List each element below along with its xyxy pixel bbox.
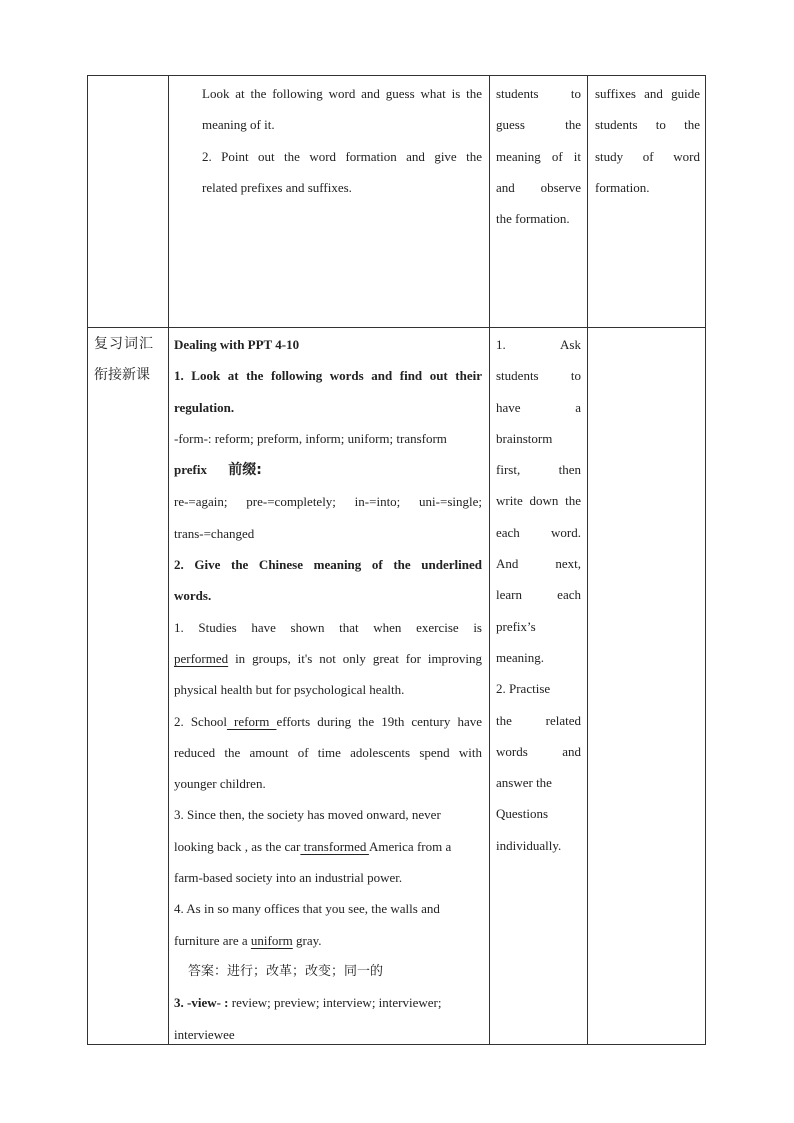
row2-student-line: brainstorm bbox=[496, 430, 553, 446]
row2-student-line: 1. Ask bbox=[496, 337, 581, 352]
sentence-4: furniture are a uniform gray. bbox=[174, 932, 322, 948]
row1-activity-line: Look at the following word and guess what is the bbox=[202, 86, 482, 101]
task2-title: 2. Give the Chinese meaning of the underlined bbox=[174, 557, 482, 573]
row1-student-line: students to bbox=[496, 86, 581, 101]
view-label: 3. -view- : bbox=[174, 995, 229, 1011]
row2-student-line: have a bbox=[496, 399, 581, 415]
prefix-cn: 前缀: bbox=[228, 462, 262, 479]
sentence-4: 4. As in so many offices that you see, the walls and bbox=[174, 901, 440, 917]
sentence-3: farm-based society into an industrial power. bbox=[174, 870, 403, 886]
underlined-word: uniform bbox=[250, 932, 293, 948]
row1-student-line: meaning of it bbox=[496, 148, 581, 164]
row1-purpose-line: students to the bbox=[595, 117, 700, 133]
view-words: 3. -view- : review; preview; interview; interviewer; bbox=[174, 995, 442, 1011]
task1-title: regulation. bbox=[174, 399, 235, 415]
row1-student-line: guess the bbox=[496, 117, 581, 133]
prefix-en: prefix bbox=[174, 462, 207, 478]
row1-student-line: and observe bbox=[496, 179, 581, 195]
column-divider bbox=[489, 76, 490, 1044]
row-divider bbox=[88, 327, 705, 328]
row2-student-line: And next, bbox=[496, 556, 581, 572]
prefix-label bbox=[174, 454, 482, 486]
row2-student-line: first, then bbox=[496, 462, 581, 478]
row2-student-activity-cell bbox=[496, 329, 581, 861]
prefix-meanings: re-=again; pre-=completely; in-=into; uni-=single; bbox=[174, 494, 482, 510]
underlined-word: performed bbox=[174, 650, 229, 666]
row2-stage-cell bbox=[94, 329, 164, 392]
row2-student-line: words and bbox=[496, 743, 581, 759]
sentence-3: 3. Since then, the society has moved onward, never bbox=[174, 807, 441, 823]
row2-student-line: prefix’s bbox=[496, 618, 536, 634]
sentence-3: looking back , as the car transformed America from a bbox=[174, 838, 452, 854]
row1-purpose-line: suffixes and guide bbox=[595, 86, 700, 101]
row1-activity-line: meaning of it. bbox=[202, 117, 275, 133]
sentence-1: performed in groups, it's not only great for improving bbox=[174, 650, 482, 666]
prefix-meanings: trans-=changed bbox=[174, 525, 255, 541]
stage-label: 复习词汇 bbox=[94, 336, 154, 352]
row1-purpose-line: formation. bbox=[595, 179, 650, 195]
row2-student-line: learn each bbox=[496, 587, 581, 603]
underlined-word: reform bbox=[226, 713, 277, 729]
view-words: interviewee bbox=[174, 1026, 235, 1042]
row2-student-line: meaning. bbox=[496, 649, 545, 665]
sentence-2: 2. School reform efforts during the 19th century have bbox=[174, 713, 482, 729]
row1-activity-line: 2. Point out the word formation and give the bbox=[202, 148, 482, 164]
row2-student-line: answer the bbox=[496, 775, 552, 791]
row1-student-activity-cell bbox=[496, 78, 581, 234]
form-words: -form-: reform; preform, inform; uniform; transform bbox=[174, 430, 447, 446]
row2-student-line: write down the bbox=[496, 493, 581, 509]
row2-student-line: each word. bbox=[496, 524, 581, 540]
sentence-2: younger children. bbox=[174, 776, 266, 792]
sentence-1: physical health but for psychological health. bbox=[174, 682, 405, 698]
row2-student-line: individually. bbox=[496, 837, 562, 853]
stage-label: 衔接新课 bbox=[94, 367, 150, 384]
answer-key: 答案：进行；改革；改变；同一的 bbox=[188, 963, 384, 979]
row1-activity-line: related prefixes and suffixes. bbox=[202, 179, 352, 195]
row1-purpose-cell bbox=[595, 78, 700, 203]
row2-activity-cell bbox=[174, 329, 482, 1050]
column-divider bbox=[168, 76, 169, 1044]
row2-student-line: 2. Practise bbox=[496, 681, 551, 697]
sentence-1: 1. Studies have shown that when exercise is bbox=[174, 619, 482, 635]
row2-student-line: students to bbox=[496, 368, 581, 384]
underlined-word: transformed bbox=[300, 838, 369, 854]
task2-title: words. bbox=[174, 588, 212, 604]
activity-heading: Dealing with PPT 4-10 bbox=[174, 337, 300, 352]
row2-student-line: the related bbox=[496, 712, 581, 728]
row1-student-line: the formation. bbox=[496, 211, 570, 227]
lesson-plan-table bbox=[87, 75, 706, 1045]
task1-title: 1. Look at the following words and find out their bbox=[174, 368, 482, 384]
row1-activity-cell bbox=[202, 78, 482, 203]
row2-student-line: Questions bbox=[496, 806, 548, 822]
row1-purpose-line: study of word bbox=[595, 148, 700, 164]
sentence-2: reduced the amount of time adolescents spend with bbox=[174, 744, 482, 760]
column-divider bbox=[587, 76, 588, 1044]
